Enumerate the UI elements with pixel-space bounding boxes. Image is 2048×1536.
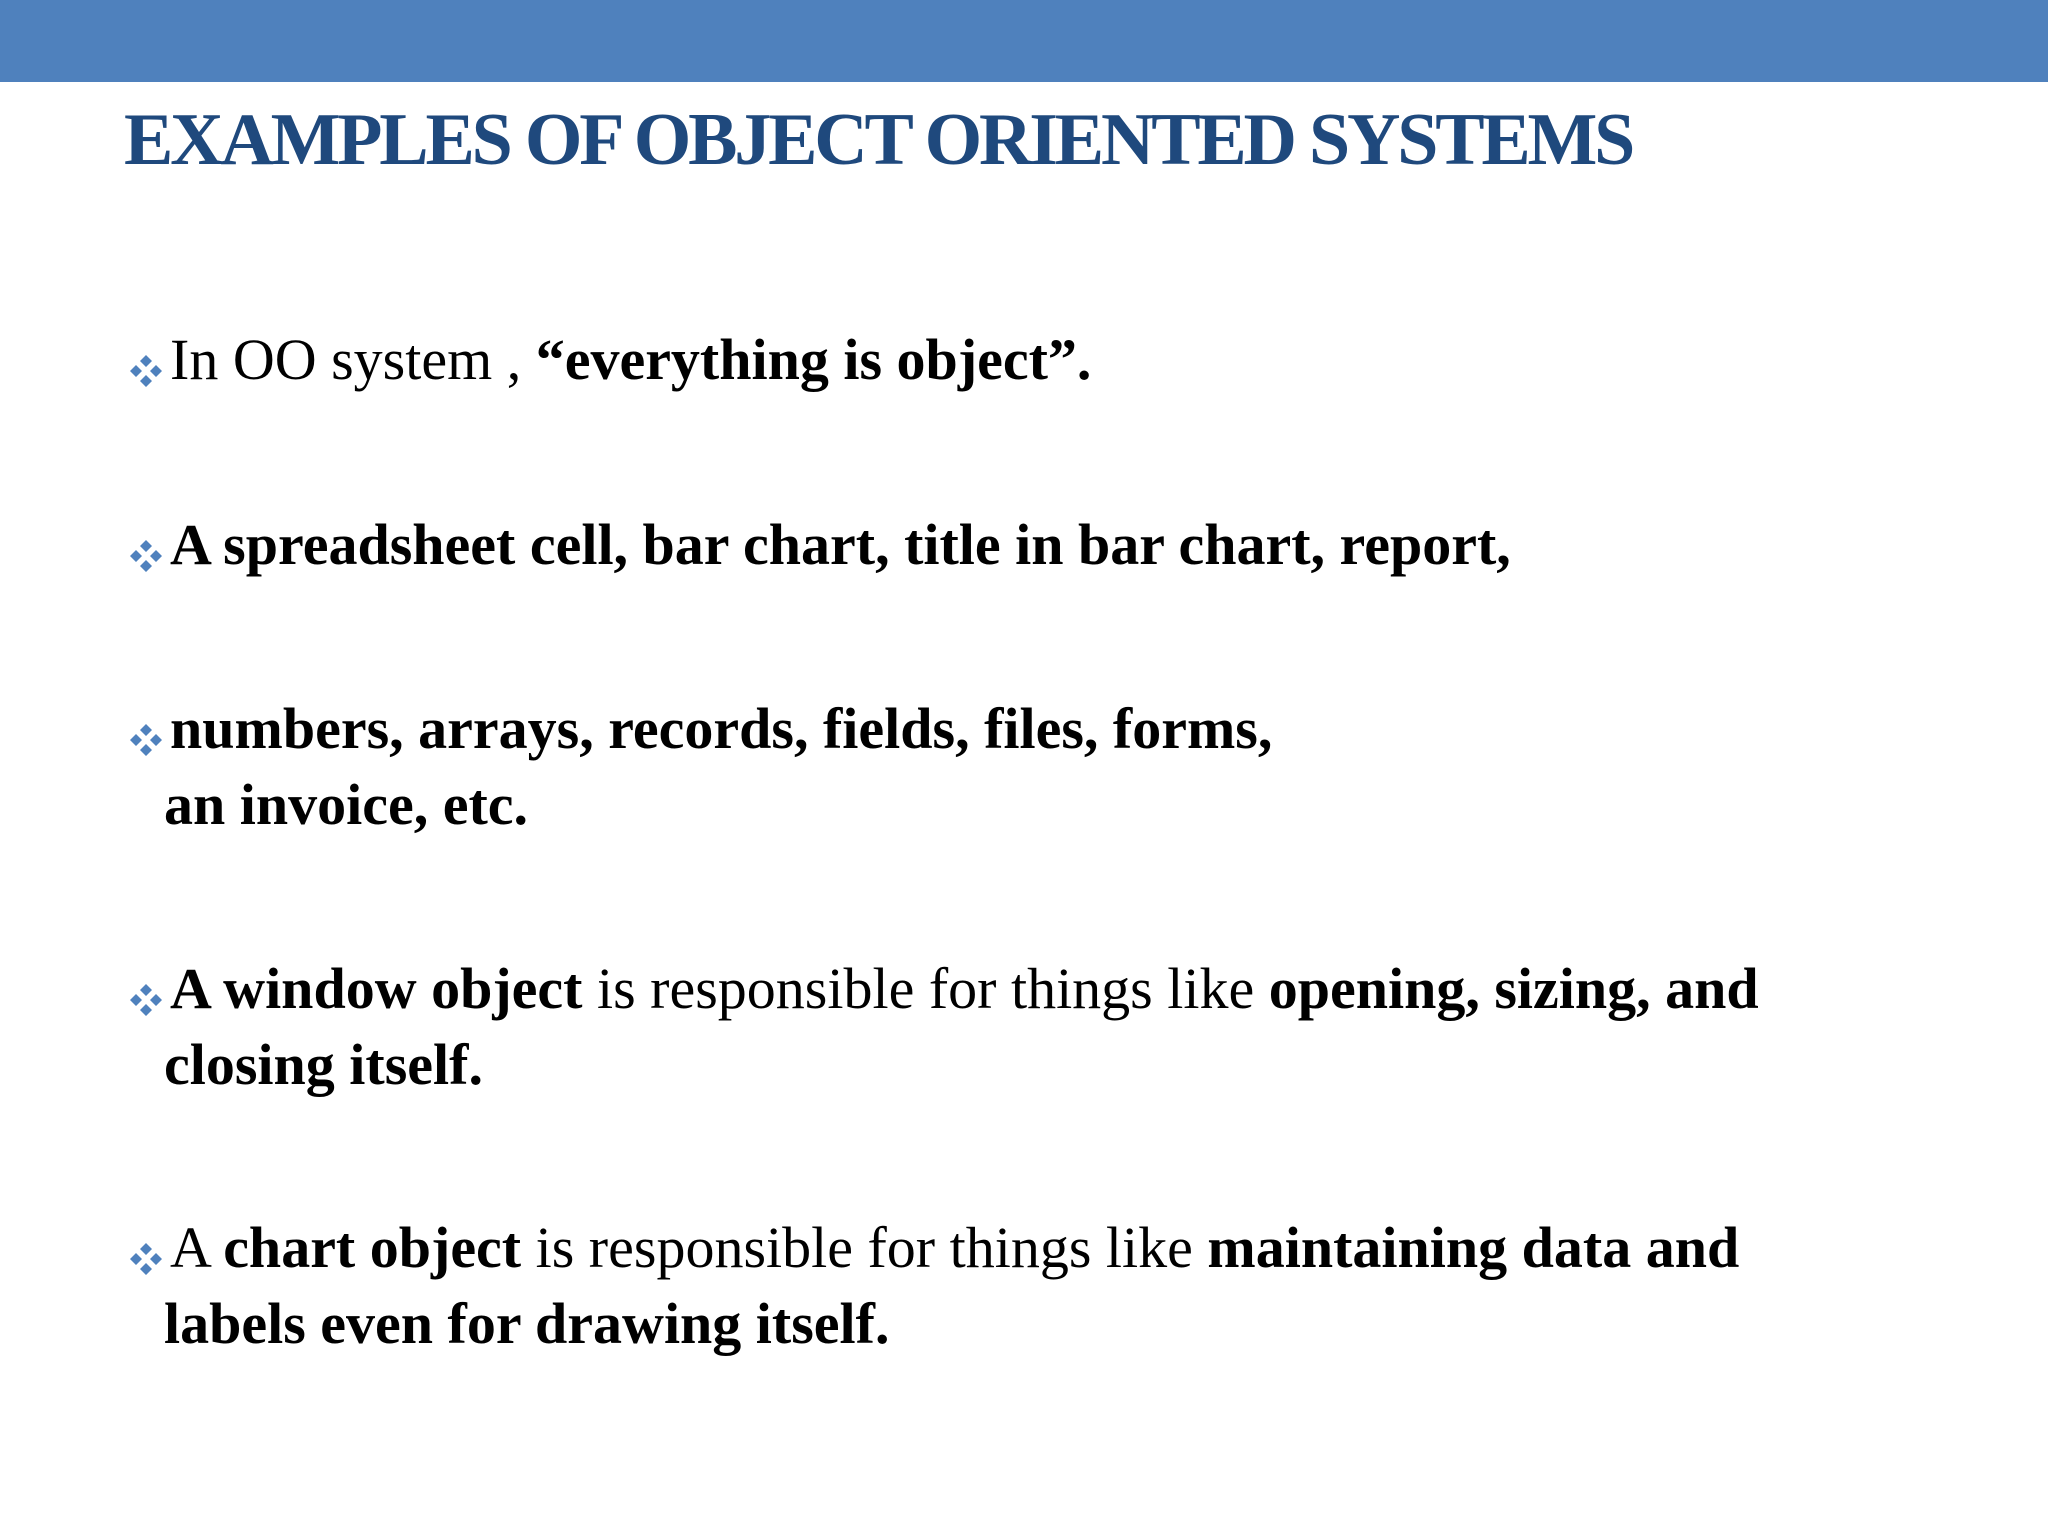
four-diamond-icon: [128, 538, 164, 574]
bullet-line: In OO system , “everything is object”.: [170, 327, 1092, 392]
slide-title: EXAMPLES OF OBJECT ORIENTED SYSTEMS: [124, 99, 1633, 181]
bullet-data-examples: [124, 691, 1984, 843]
bullet-chart-object: [124, 1210, 1984, 1362]
bullet-spreadsheet-examples: [124, 507, 1984, 583]
top-accent-bar: [0, 0, 2048, 82]
bullet-line: A window object is responsible for things like opening, sizing, and: [170, 956, 1759, 1021]
bullet-line: A chart object is responsible for things like maintaining data and: [170, 1215, 1740, 1280]
bullet-line: numbers, arrays, records, fields, files, forms,: [170, 696, 1273, 761]
four-diamond-icon: [128, 1241, 164, 1277]
four-diamond-icon: [128, 982, 164, 1018]
bullet-line-continuation: labels even for drawing itself.: [164, 1291, 890, 1356]
four-diamond-icon: [128, 353, 164, 389]
bullet-line-continuation: an invoice, etc.: [164, 772, 529, 837]
bullet-line: A spreadsheet cell, bar chart, title in bar chart, report,: [170, 512, 1511, 577]
four-diamond-icon: [128, 722, 164, 758]
bullet-window-object: [124, 951, 1984, 1103]
bullet-everything-is-object: [124, 322, 1984, 398]
bullet-line-continuation: closing itself.: [164, 1032, 483, 1097]
